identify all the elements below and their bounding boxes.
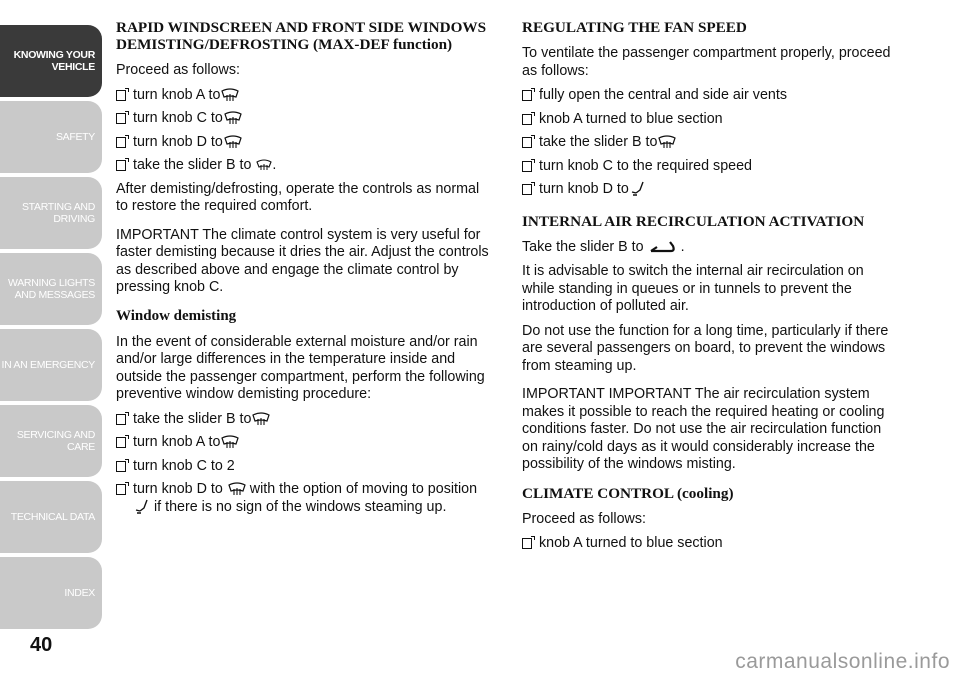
list-item: turn knob C to	[116, 110, 491, 128]
foot-windscreen-icon	[134, 499, 150, 515]
demist-intro: In the event of considerable external moisture and/or rain and/or large differences in the temperature inside and outside the passenger compartment, perform the following preventive window demisting procedure:	[116, 333, 485, 402]
recirc-warning: Do not use the function for a long time, particularly if there are several passengers on board, to prevent the windows from steaming up.	[522, 322, 889, 374]
heading-window-demisting: Window demisting	[116, 307, 237, 324]
list-item: knob A turned to blue section	[522, 111, 897, 129]
list-item: fully open the central and side air vents	[522, 87, 897, 105]
list-item: turn knob A to	[116, 434, 491, 452]
fan-small-icon	[256, 159, 272, 171]
defrost-icon	[252, 412, 270, 426]
heading-fan-speed: REGULATING THE FAN SPEED	[522, 19, 747, 36]
intro-text: To ventilate the passenger compartment properly, proceed as follows:	[522, 45, 891, 79]
page-number: 40	[30, 634, 53, 656]
defrost-icon	[221, 88, 239, 102]
defrost-icon	[228, 482, 246, 496]
demist-steps	[116, 411, 491, 517]
foot-windscreen-icon	[630, 181, 646, 197]
heading-max-def: RAPID WINDSCREEN AND FRONT SIDE WINDOWS DEMISTING/DEFROSTING (MAX-DEF function)	[116, 19, 487, 53]
important-note: IMPORTANT The climate control system is very useful for faster demisting because it dries the air. Adjust the controls as described above and engage the climate control by pressing knob C.	[116, 226, 489, 295]
defrost-icon	[224, 135, 242, 149]
heading-recirculation: INTERNAL AIR RECIRCULATION ACTIVATION	[522, 212, 865, 230]
max-def-steps	[116, 87, 491, 175]
defrost-icon	[221, 435, 239, 449]
right-column	[522, 19, 897, 559]
defrost-icon	[658, 135, 676, 149]
slider-text: Take the slider B to .	[522, 238, 685, 255]
tab-in-an-emergency[interactable]: IN AN EMERGENCY	[0, 329, 102, 401]
list-item: take the slider B to .	[116, 157, 491, 175]
list-item: turn knob C to 2	[116, 458, 491, 476]
recirc-advice: It is advisable to switch the internal air recirculation on while standing in queues or in tunnels to prevent the introduction of polluted air.	[522, 263, 864, 314]
list-item: turn knob D to	[116, 134, 491, 152]
recirculation-icon	[649, 241, 677, 253]
tab-servicing-and-care[interactable]: SERVICING AND CARE	[0, 405, 102, 477]
list-item: turn knob A to	[116, 87, 491, 105]
list-item: knob A turned to blue section	[522, 535, 897, 553]
tab-warning-lights[interactable]: WARNING LIGHTS AND MESSAGES	[0, 253, 102, 325]
list-item: turn knob D to	[522, 181, 897, 199]
tab-index[interactable]: INDEX	[0, 557, 102, 629]
left-column	[116, 19, 491, 522]
tab-safety[interactable]: SAFETY	[0, 101, 102, 173]
fan-steps	[522, 87, 897, 199]
list-item: turn knob D to with the option of moving to position if there is no sign of the windows steaming up.	[116, 481, 491, 516]
intro-text: Proceed as follows:	[522, 510, 646, 527]
heading-climate-control: CLIMATE CONTROL (cooling)	[522, 484, 734, 502]
intro-text: Proceed as follows:	[116, 62, 240, 78]
defrost-icon	[224, 111, 242, 125]
tab-knowing-your-vehicle[interactable]: KNOWING YOUR VEHICLE	[0, 25, 102, 97]
chapter-sidebar	[0, 25, 102, 633]
tab-starting-and-driving[interactable]: STARTING AND DRIVING	[0, 177, 102, 249]
list-item: turn knob C to the required speed	[522, 158, 897, 176]
watermark: carmanualsonline.info	[735, 650, 950, 673]
list-item: take the slider B to	[116, 411, 491, 429]
tab-technical-data[interactable]: TECHNICAL DATA	[0, 481, 102, 553]
list-item: take the slider B to	[522, 134, 897, 152]
after-text: After demisting/defrosting, operate the controls as normal to restore the required comfort.	[116, 180, 480, 214]
important-note: IMPORTANT IMPORTANT The air recirculation system makes it possible to reach the required heating or cooling conditions faster. Do not use the air recirculation function on rainy/cold days as it would considerably increase the possibility of the windows misting.	[522, 386, 885, 472]
climate-steps	[522, 535, 897, 553]
